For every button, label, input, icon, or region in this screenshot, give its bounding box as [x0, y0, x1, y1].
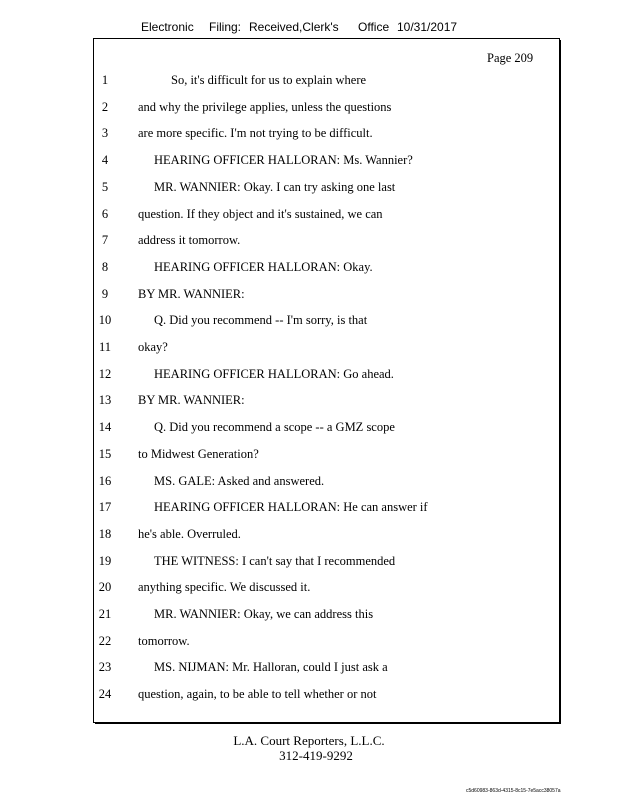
line-number: 14 [98, 420, 112, 435]
line-text: MS. GALE: Asked and answered. [154, 473, 325, 488]
transcript-line [0, 207, 618, 225]
transcript-line [0, 233, 618, 251]
line-text: MR. WANNIER: Okay, we can address this [154, 607, 374, 621]
line-number: 22 [98, 633, 112, 648]
line-number: 1 [101, 73, 109, 87]
transcript-line [0, 180, 618, 198]
line-text: Q. Did you recommend a scope -- a GMZ scope [154, 420, 395, 435]
line-text: question. If they object and it's sustained, we can [138, 206, 383, 221]
reporter-phone: 312-419-9292 [279, 748, 353, 763]
line-number: 24 [98, 687, 112, 702]
line-text: HEARING OFFICER HALLORAN: He can answer if [154, 500, 428, 515]
transcript-line [0, 260, 618, 278]
transcript-line [0, 393, 618, 411]
transcript-line [0, 126, 618, 144]
line-text: So, it's difficult for us to explain where [171, 73, 367, 87]
line-text: okay? [138, 340, 168, 354]
transcript-line [0, 580, 618, 598]
line-text: address it tomorrow. [138, 233, 241, 248]
line-number: 19 [98, 553, 112, 568]
line-text: tomorrow. [138, 633, 190, 648]
line-text: HEARING OFFICER HALLORAN: Ms. Wannier? [154, 153, 413, 168]
transcript-line [0, 500, 618, 518]
line-number: 7 [101, 233, 109, 248]
line-number: 10 [98, 313, 112, 328]
line-text: BY MR. WANNIER: [138, 393, 245, 408]
line-text: to Midwest Generation? [138, 446, 259, 461]
transcript-line [0, 420, 618, 438]
line-text: THE WITNESS: I can't say that I recommended [154, 553, 396, 568]
header-office: Office [358, 20, 390, 34]
line-number: 13 [98, 393, 112, 408]
transcript-line [0, 153, 618, 171]
header-date: 10/31/2017 [397, 20, 458, 34]
line-number: 12 [98, 366, 112, 381]
transcript-line [0, 100, 618, 118]
line-text: MR. WANNIER: Okay. I can try asking one last [154, 179, 396, 194]
line-text: and why the privilege applies, unless the questions [138, 99, 392, 114]
header-filing: Filing: [209, 20, 242, 34]
transcript-line [0, 340, 618, 358]
line-number: 6 [101, 206, 109, 221]
transcript-line [0, 313, 618, 331]
line-text: BY MR. WANNIER: [138, 286, 245, 301]
line-text: anything specific. We discussed it. [138, 580, 311, 595]
document-hash: c5d60983-863d-4315-8c15-7e5acc38057a [466, 788, 561, 794]
line-text: HEARING OFFICER HALLORAN: Okay. [154, 259, 373, 274]
line-text: are more specific. I'm not trying to be difficult. [138, 126, 373, 141]
header-electronic: Electronic [141, 20, 194, 34]
line-text: MS. NIJMAN: Mr. Halloran, could I just ask a [154, 660, 388, 675]
transcript-line [0, 607, 618, 625]
reporter-company: L.A. Court Reporters, L.L.C. [233, 733, 385, 748]
page-number: Page 209 [487, 51, 534, 65]
line-number: 23 [98, 660, 112, 675]
line-number: 5 [101, 179, 109, 194]
line-number: 20 [98, 580, 112, 595]
transcript-line [0, 660, 618, 678]
frame-shadow-bottom [95, 722, 561, 724]
header-received: Received,Clerk's [249, 20, 339, 34]
line-text: he's able. Overruled. [138, 526, 241, 541]
line-number: 21 [98, 607, 112, 621]
line-number: 4 [101, 153, 109, 168]
line-number: 2 [101, 99, 109, 114]
line-text: question, again, to be able to tell whether or not [138, 687, 377, 702]
line-number: 18 [98, 526, 112, 541]
line-number: 17 [98, 500, 112, 515]
line-number: 9 [101, 286, 109, 301]
line-number: 8 [101, 259, 109, 274]
transcript-line [0, 287, 618, 305]
transcript-line [0, 447, 618, 465]
line-text: Q. Did you recommend -- I'm sorry, is that [154, 313, 368, 328]
transcript-line [0, 554, 618, 572]
transcript-line [0, 73, 618, 91]
filing-header [0, 20, 618, 38]
line-number: 15 [98, 446, 112, 461]
transcript-line [0, 634, 618, 652]
line-number: 11 [98, 340, 112, 354]
transcript-line [0, 474, 618, 492]
transcript-line [0, 687, 618, 705]
line-text: HEARING OFFICER HALLORAN: Go ahead. [154, 366, 394, 381]
transcript-line [0, 367, 618, 385]
line-number: 16 [98, 473, 112, 488]
transcript-line [0, 527, 618, 545]
line-number: 3 [101, 126, 109, 141]
